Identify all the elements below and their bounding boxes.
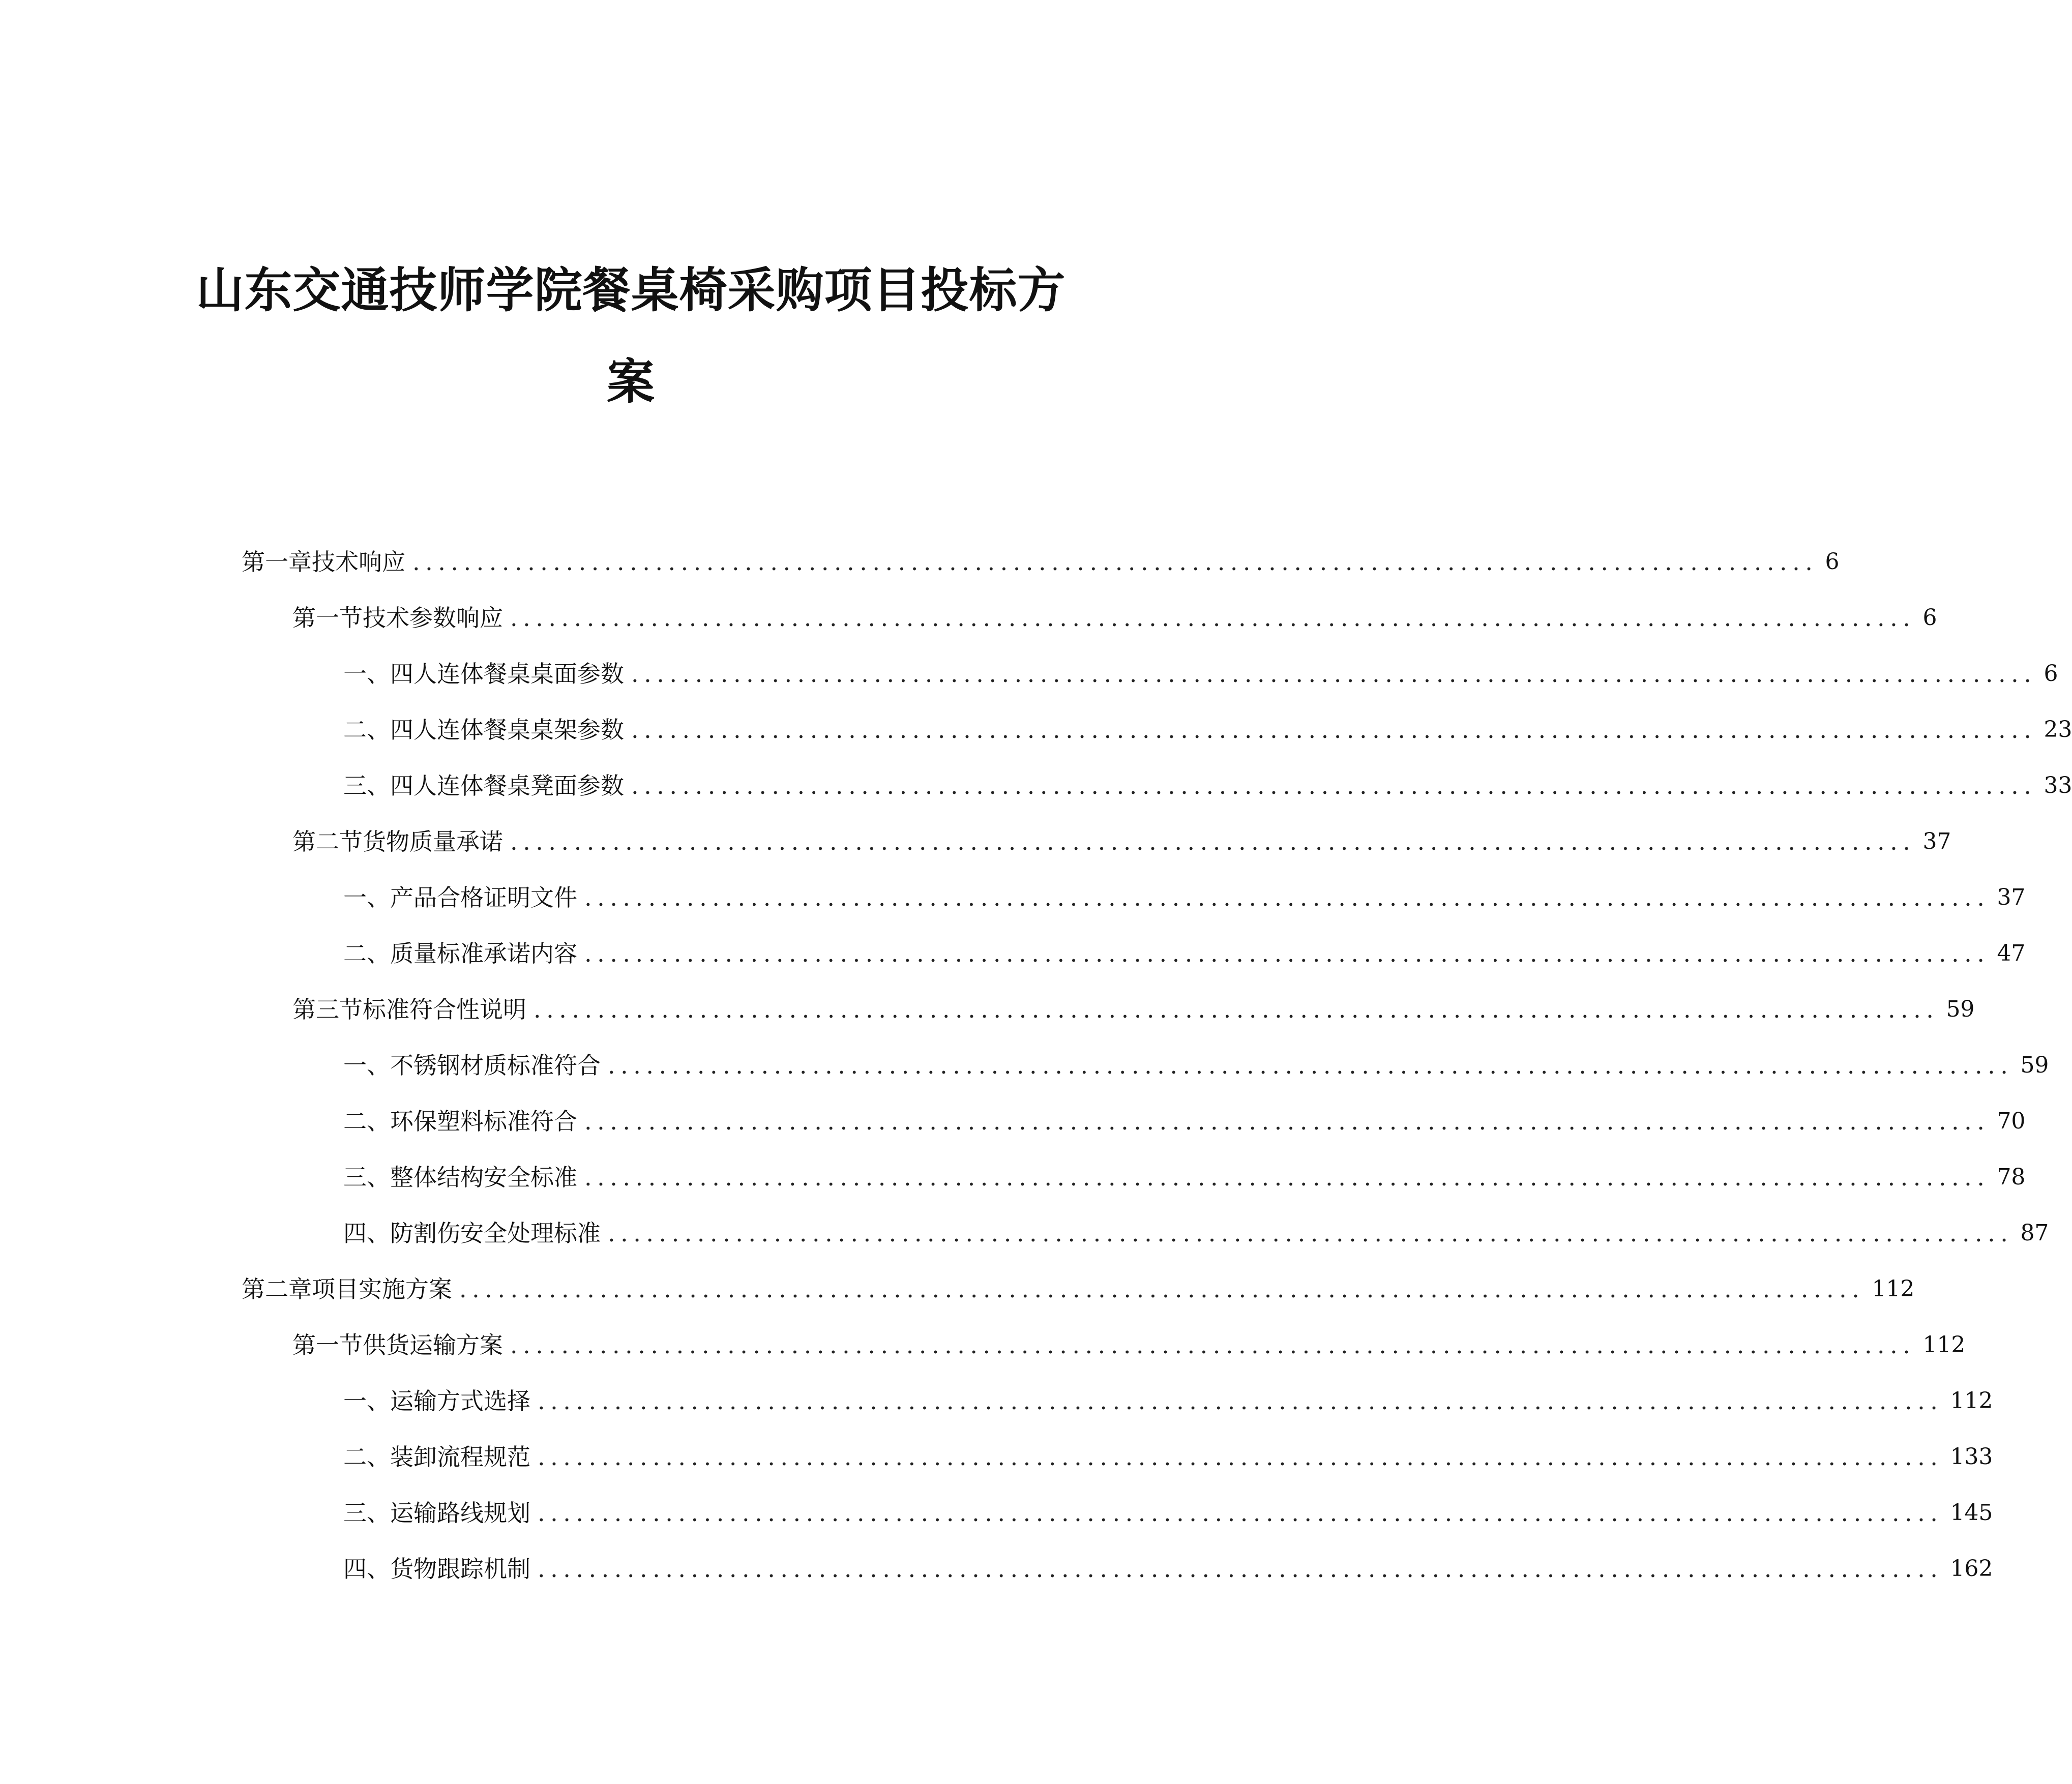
toc-entry-number: 第一节	[292, 604, 363, 632]
toc-entry-content	[343, 709, 2072, 750]
document-title-line-2: 案	[606, 354, 655, 410]
toc-entry-number: 一、	[343, 660, 390, 688]
toc-page-number: 6	[1825, 549, 1840, 575]
toc-entry[interactable]	[0, 1549, 1993, 1589]
toc-entry-number: 一、	[343, 1052, 390, 1079]
toc-page-number: 145	[1950, 1500, 1993, 1526]
toc-entry[interactable]	[0, 709, 2072, 750]
toc-entry-number: 第一节	[292, 1331, 363, 1359]
toc-entry-content	[343, 765, 2072, 806]
toc-entry-label: 货物跟踪机制	[390, 1555, 530, 1583]
toc-dot-leader: ..............................................................................................................	[631, 772, 2037, 799]
toc-entry-number: 第二章	[242, 1275, 312, 1303]
toc-entry-content	[343, 1045, 2049, 1086]
toc-entry-number: 三、	[343, 1499, 390, 1527]
toc-page-number: 37	[1922, 828, 1951, 854]
toc-entry[interactable]	[0, 989, 1975, 1030]
toc-entry[interactable]	[0, 1157, 2026, 1198]
toc-entry-label: 供货运输方案	[363, 1331, 503, 1359]
toc-page-number: 112	[1950, 1388, 1993, 1414]
toc-entry[interactable]	[0, 1269, 1915, 1310]
toc-entry-content	[343, 933, 2026, 974]
toc-entry[interactable]	[0, 1437, 1993, 1477]
toc-entry[interactable]	[0, 933, 2026, 974]
toc-dot-leader: ..............................................................................................................	[510, 828, 1916, 855]
toc-entry-number: 二、	[343, 940, 390, 967]
toc-dot-leader: ..............................................................................................................	[631, 660, 2037, 688]
toc-entry-content	[343, 877, 2026, 918]
toc-entry-label: 标准符合性说明	[363, 996, 526, 1023]
toc-entry-number: 四、	[343, 1220, 390, 1247]
toc-entry-content	[343, 1493, 1993, 1533]
toc-dot-leader: ..............................................................................................................	[631, 716, 2037, 744]
document-title-line-1: 山东交通技师学院餐桌椅采购项目投标方	[196, 263, 1066, 318]
toc-dot-leader: ..............................................................................................................	[510, 1331, 1916, 1359]
toc-page-number: 133	[1950, 1444, 1993, 1470]
toc-entry-content	[292, 821, 1951, 862]
toc-dot-leader: ..............................................................................................................	[412, 548, 1818, 576]
toc-entry[interactable]	[0, 1101, 2026, 1142]
toc-entry-content	[292, 1325, 1966, 1365]
toc-entry-label: 四人连体餐桌桌架参数	[390, 716, 624, 744]
toc-entry-label: 整体结构安全标准	[390, 1164, 577, 1191]
toc-entry-number: 二、	[343, 716, 390, 744]
toc-entry-content	[242, 1269, 1915, 1310]
toc-entry[interactable]	[0, 653, 2058, 694]
toc-entry-number: 二、	[343, 1108, 390, 1135]
toc-dot-leader: ..............................................................................................................	[584, 884, 1990, 911]
toc-dot-leader: ..............................................................................................................	[534, 996, 1939, 1023]
toc-entry-label: 装卸流程规范	[390, 1443, 530, 1471]
toc-entry[interactable]	[0, 877, 2026, 918]
toc-page-number: 162	[1950, 1556, 1993, 1582]
toc-dot-leader: ..............................................................................................................	[608, 1220, 2014, 1247]
toc-entry[interactable]	[0, 1493, 1993, 1533]
toc-entry[interactable]	[0, 542, 1840, 582]
toc-page-number: 112	[1872, 1276, 1915, 1302]
toc-dot-leader: ..............................................................................................................	[538, 1443, 1943, 1471]
toc-entry-content	[343, 1437, 1993, 1477]
toc-dot-leader: ..............................................................................................................	[538, 1387, 1943, 1415]
toc-entry-number: 一、	[343, 1387, 390, 1415]
toc-entry-label: 环保塑料标准符合	[390, 1108, 577, 1135]
toc-entry-content	[292, 989, 1975, 1030]
toc-entry-content	[343, 1157, 2026, 1198]
toc-entry[interactable]	[0, 1381, 1993, 1421]
toc-entry-label: 运输路线规划	[390, 1499, 530, 1527]
toc-entry[interactable]	[0, 765, 2072, 806]
toc-page-number: 23	[2044, 717, 2072, 742]
toc-page-number: 59	[2020, 1052, 2049, 1078]
toc-entry-content	[343, 1101, 2026, 1142]
toc-entry-label: 货物质量承诺	[363, 828, 503, 855]
toc-dot-leader: ..............................................................................................................	[584, 1108, 1990, 1135]
toc-page-number: 6	[2044, 661, 2058, 687]
toc-entry-content	[343, 1213, 2049, 1254]
toc-page-number: 87	[2020, 1220, 2049, 1246]
toc-entry[interactable]	[0, 1325, 1966, 1365]
toc-entry-content	[292, 598, 1937, 638]
toc-entry-label: 技术响应	[312, 548, 405, 576]
toc-page-number: 6	[1922, 605, 1937, 631]
toc-page-number: 59	[1946, 996, 1975, 1022]
toc-page-number: 78	[1997, 1164, 2026, 1190]
toc-page-number: 112	[1922, 1332, 1966, 1358]
toc-entry-label: 产品合格证明文件	[390, 884, 577, 911]
toc-entry-label: 四人连体餐桌凳面参数	[390, 772, 624, 799]
toc-entry-content	[343, 1549, 1993, 1589]
toc-entry-label: 技术参数响应	[363, 604, 503, 632]
toc-dot-leader: ..............................................................................................................	[584, 1164, 1990, 1191]
toc-entry[interactable]	[0, 821, 1951, 862]
toc-entry-label: 防割伤安全处理标准	[390, 1220, 601, 1247]
toc-entry-label: 运输方式选择	[390, 1387, 530, 1415]
toc-entry-label: 项目实施方案	[312, 1275, 452, 1303]
toc-entry-content	[343, 1381, 1993, 1421]
toc-page-number: 47	[1997, 940, 2026, 966]
toc-entry-content	[242, 542, 1840, 582]
toc-dot-leader: ..............................................................................................................	[608, 1052, 2014, 1079]
toc-dot-leader: ..............................................................................................................	[459, 1275, 1865, 1303]
toc-page-number: 37	[1997, 884, 2026, 910]
toc-entry-label: 质量标准承诺内容	[390, 940, 577, 967]
toc-entry-number: 四、	[343, 1555, 390, 1583]
toc-dot-leader: ..............................................................................................................	[510, 604, 1916, 632]
toc-entry-number: 第一章	[242, 548, 312, 576]
toc-page-number: 70	[1997, 1108, 2026, 1134]
toc-entry-number: 三、	[343, 1164, 390, 1191]
toc-dot-leader: ..............................................................................................................	[538, 1499, 1943, 1527]
toc-entry[interactable]	[0, 1045, 2049, 1086]
toc-dot-leader: ..............................................................................................................	[538, 1555, 1943, 1583]
toc-entry-number: 二、	[343, 1443, 390, 1471]
toc-entry[interactable]	[0, 1213, 2049, 1254]
toc-entry-label: 不锈钢材质标准符合	[390, 1052, 601, 1079]
toc-entry-number: 一、	[343, 884, 390, 911]
toc-entry-number: 第三节	[292, 996, 363, 1023]
toc-entry[interactable]	[0, 598, 1937, 638]
toc-entry-number: 三、	[343, 772, 390, 799]
toc-page-number: 33	[2044, 772, 2072, 798]
toc-entry-number: 第二节	[292, 828, 363, 855]
toc-entry-label: 四人连体餐桌桌面参数	[390, 660, 624, 688]
toc-dot-leader: ..............................................................................................................	[584, 940, 1990, 967]
toc-entry-content	[343, 653, 2058, 694]
